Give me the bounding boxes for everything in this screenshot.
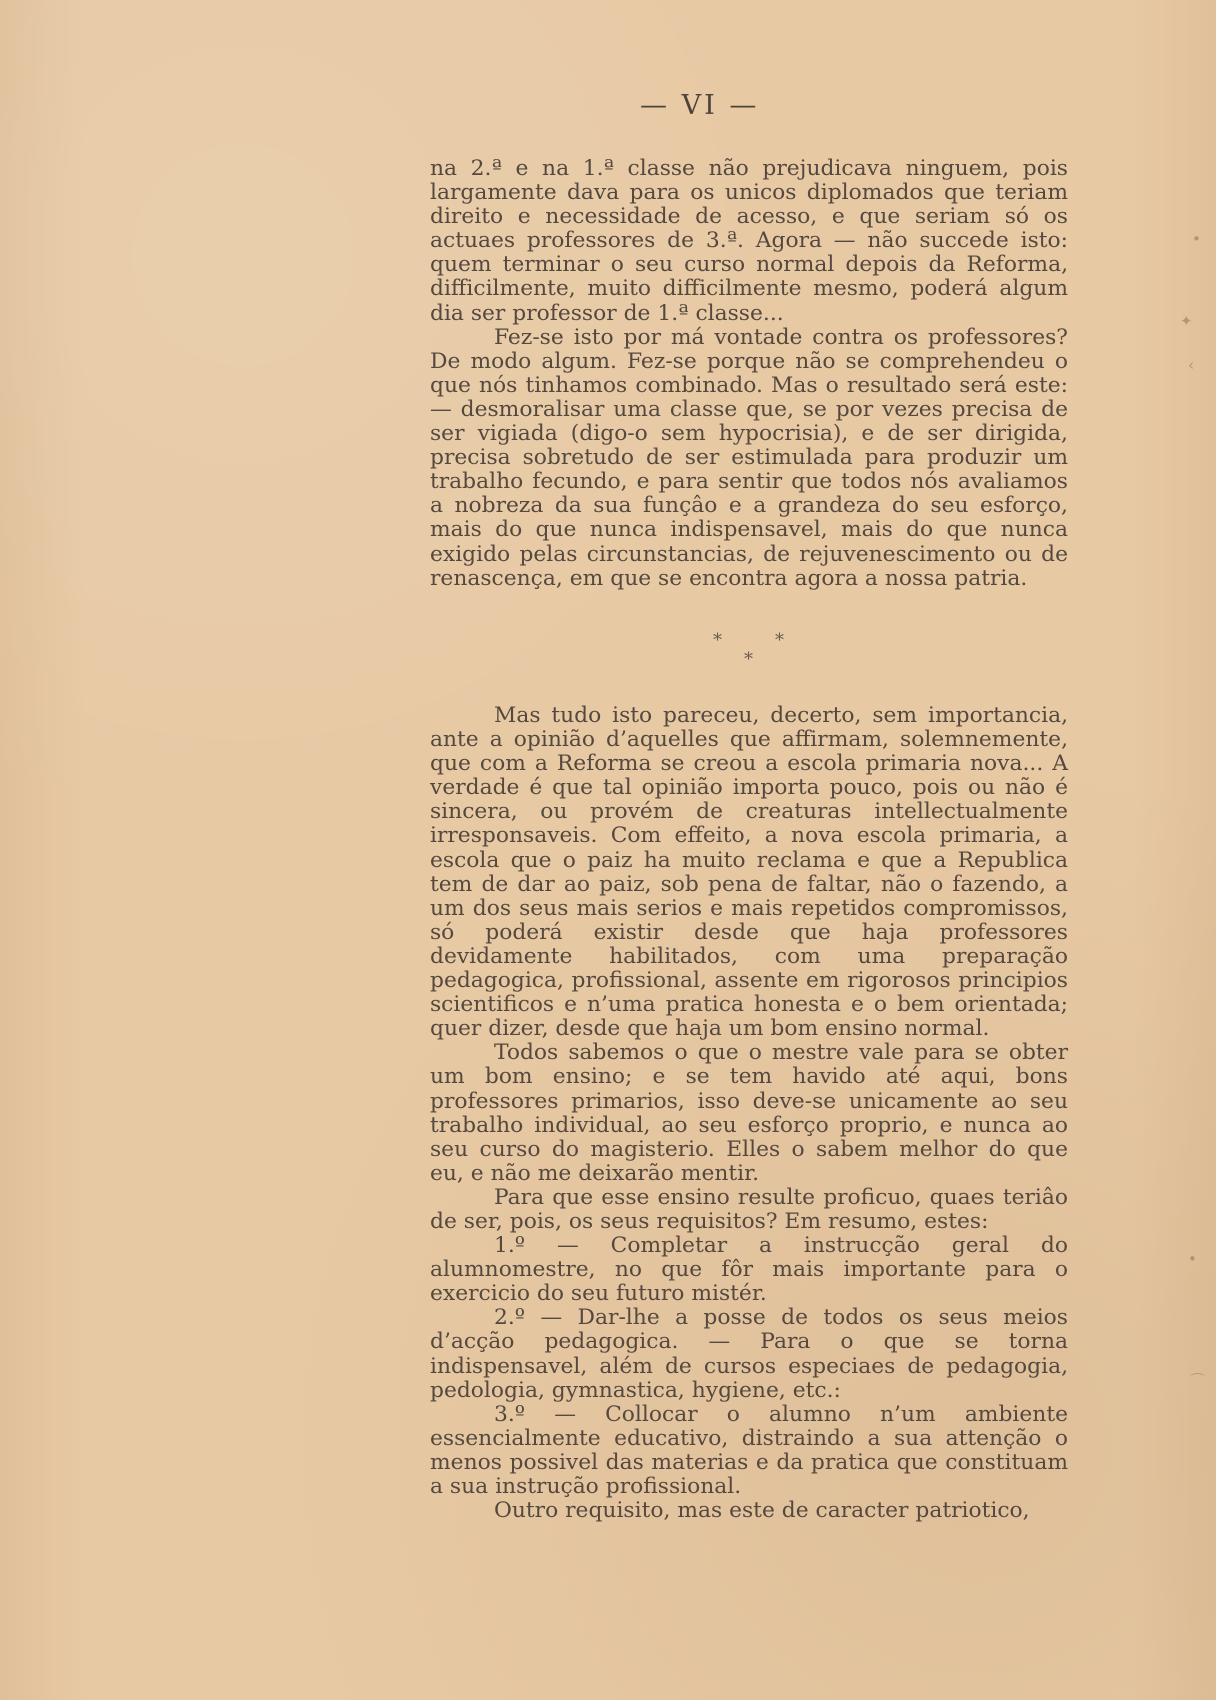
list-item: 1.º — Completar a instrucção geral do alumnomestre, no que fôr mais importante para o exercicio do seu futuro mistér. xyxy=(430,1233,1068,1307)
page-speck-icon: • xyxy=(1192,230,1201,248)
paragraph: Todos sabemos o que o mestre vale para se obter um bom ensino; e se tem havido até aqui, bons professores primarios, isso deve-se unicamente ao seu trabalho individual, ao seu esforço proprio, e nunca ao seu curso do magisterio. Elles o sabem melhor do que eu, e não me deixarão mentir. xyxy=(430,1040,1068,1186)
page-speck-icon: ⌒ xyxy=(1190,1372,1206,1390)
separator-star: * xyxy=(744,649,753,670)
running-head: — VI — xyxy=(640,90,760,121)
list-item: 3.º — Collocar o alumno n’um ambiente essencialmente educativo, distraindo a sua attenção o menos possivel das materias e da pratica que constituam a sua instrução profissional. xyxy=(430,1401,1068,1499)
paragraph: Outro requisito, mas este de caracter patriotico, xyxy=(494,1498,1030,1524)
text-block-two xyxy=(430,704,1068,1523)
page-speck-icon: • xyxy=(1188,1250,1197,1268)
page-speck-icon: ✦ xyxy=(1180,312,1193,330)
list-item: 2.º — Dar-lhe a posse de todos os seus meios d’acção pedagogica. — Para o que se torna indispensavel, além de cursos especiaes de pedagogia, pedologia, gymnastica, hygiene, etc.: xyxy=(430,1305,1068,1403)
paragraph: Para que esse ensino resulte proficuo, quaes teriâo de ser, pois, os seus requisitos? Em resumo, estes: xyxy=(430,1184,1068,1234)
page-speck-icon: ‹ xyxy=(1188,356,1194,374)
paragraph: na 2.ª e na 1.ª classe não prejudicava ninguem, pois largamente dava para os unicos diplomados que teriam direito e necessidade de acesso, e que seriam só os actuaes professores de 3.ª. Agora — não succede isto: quem terminar o seu curso normal depois da Reforma, difficilmente, muito difficilmente mesmo, poderá algum dia ser professor de 1.ª classe... xyxy=(430,156,1068,326)
text-block-one xyxy=(430,157,1068,591)
paragraph: Fez-se isto por má vontade contra os professores? De modo algum. Fez-se porque não se comprehendeu o que nós tinhamos combinado. Mas o resultado será este: — desmoralisar uma classe que, se por vezes precisa de ser vigiada (digo-o sem hypocrisia), e de ser dirigida, precisa sobretudo de ser estimulada para produzir um trabalho fecundo, e para sentir que todos nós avaliamos a nobreza da sua funçâo e a grandeza do seu esforço, mais do que nunca indispensavel, mais do que nunca exigido pelas circunstancias, de rejuvenescimento ou de renascença, em que se encontra agora a nossa patria. xyxy=(430,324,1068,591)
separator-star: * xyxy=(713,630,722,651)
section-break xyxy=(705,630,795,670)
separator-star: * xyxy=(775,630,784,651)
paragraph: Mas tudo isto pareceu, decerto, sem importancia, ante a opinião d’aquelles que affirmam, solemnemente, que com a Reforma se creou a escola primaria nova... A verdade é que tal opinião importa pouco, pois ou não é sincera, ou provém de creaturas intellectualmente irresponsaveis. Com effeito, a nova escola primaria, a escola que o paiz ha muito reclama e que a Republica tem de dar ao paiz, sob pena de faltar, não o fazendo, a um dos seus mais serios e mais repetidos compromissos, só poderá existir desde que haja professores devidamente habilitados, com uma preparação pedagogica, profissional, assente em rigorosos principios scientificos e n’uma pratica honesta e o bem orientada; quer dizer, desde que haja um bom ensino normal. xyxy=(430,703,1068,1042)
